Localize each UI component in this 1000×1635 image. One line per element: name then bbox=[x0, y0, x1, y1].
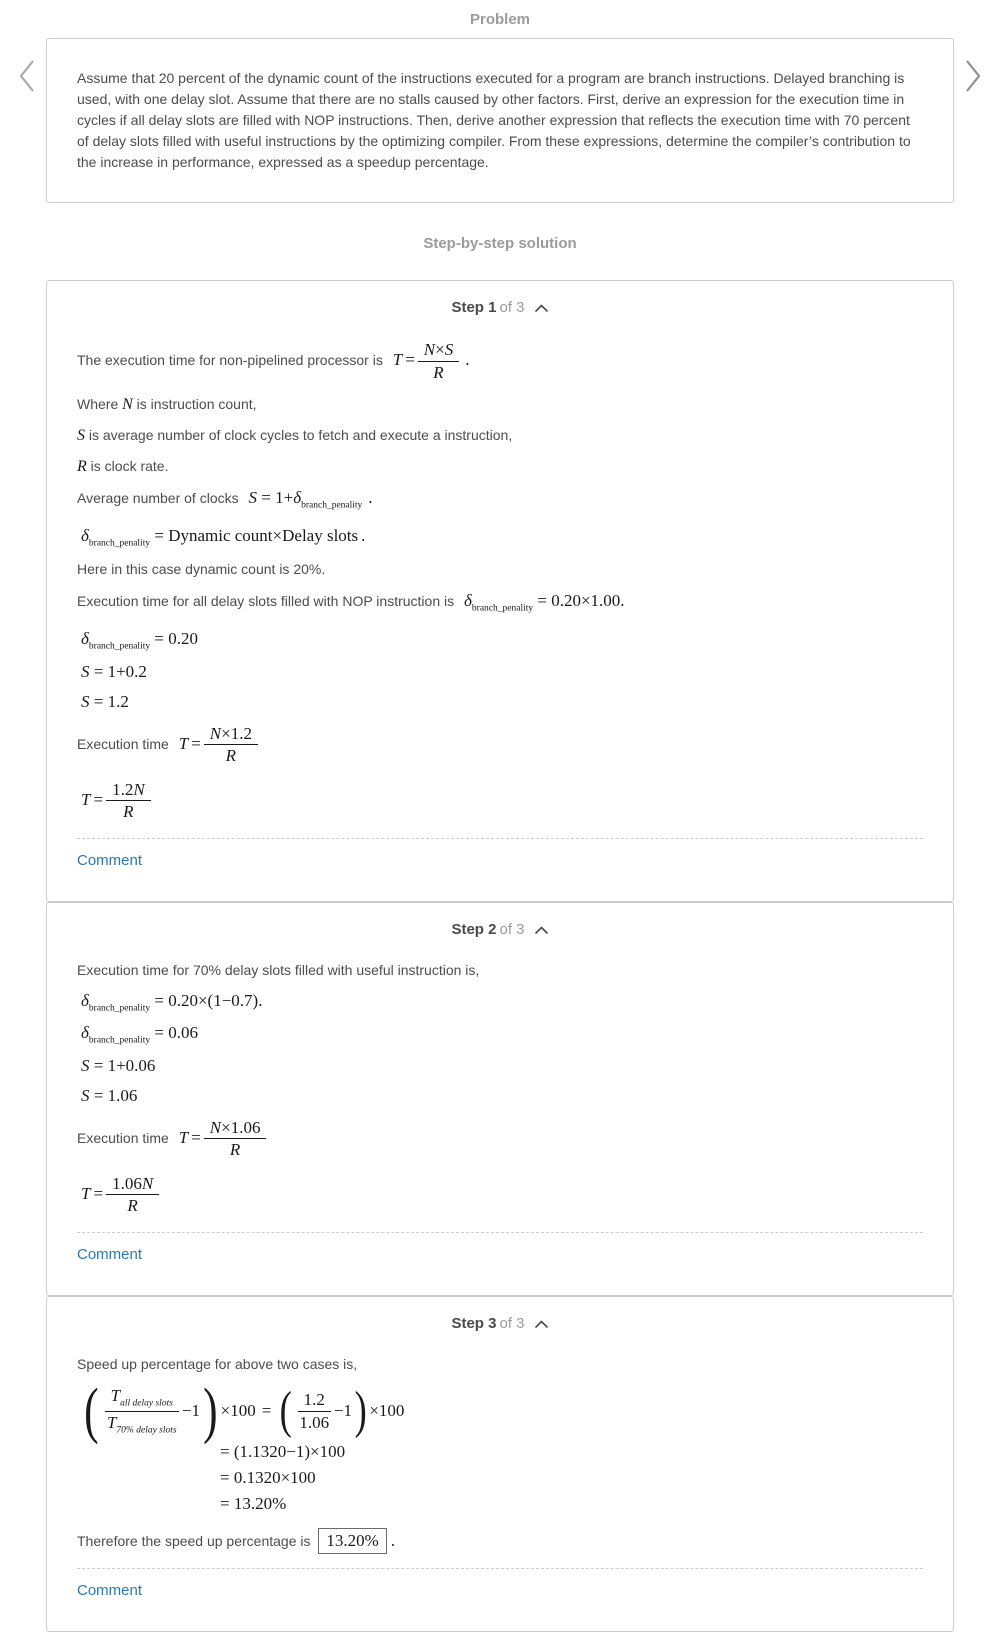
text: The execution time for non-pipelined processor is bbox=[77, 351, 383, 368]
text: is clock rate. bbox=[86, 458, 169, 475]
fraction-numerator: N×1.2 bbox=[204, 724, 258, 746]
boxed-answer: 13.20% bbox=[318, 1528, 386, 1554]
collapse-step-button[interactable] bbox=[534, 1317, 549, 1332]
text: is instruction count, bbox=[132, 396, 257, 413]
math-var: S bbox=[77, 427, 85, 445]
math-subscript: branch_penality bbox=[88, 1035, 151, 1046]
collapse-step-button[interactable] bbox=[534, 923, 549, 938]
comment-divider bbox=[77, 1568, 923, 1569]
step-3-header bbox=[47, 1297, 953, 1332]
step-3-card bbox=[46, 1296, 954, 1632]
step-of-label: of 3 bbox=[499, 299, 525, 316]
text: Speed up percentage for above two cases is, bbox=[77, 1355, 358, 1372]
equation-line: $\delta_{branch\_penality} = 0.20\times(1-0.7)$. bbox=[81, 990, 263, 1014]
fraction-denominator: $T_{70\% delay slots}$ bbox=[106, 1412, 177, 1436]
fraction-numerator: 1.2 bbox=[298, 1390, 331, 1412]
math-var: N bbox=[122, 396, 133, 414]
math-expr: = 0.20×(1−0.7). bbox=[154, 990, 263, 1010]
fraction bbox=[106, 780, 151, 822]
fraction-denominator: R bbox=[123, 802, 134, 822]
chevron-right-icon bbox=[962, 58, 984, 94]
math-dot: . bbox=[465, 349, 470, 369]
equation-line: $\delta_{branch\_penality} = 0.20$ bbox=[81, 629, 198, 652]
math-expr: = (1.1320−1)×100 bbox=[220, 1441, 346, 1461]
chevron-up-icon bbox=[534, 304, 549, 313]
problem-text: Assume that 20 percent of the dynamic count of the instructions executed for a program are branch instructions. Delayed branching is used, with one delay slot. Assume that there are no stalls caused by other factors. First, derive an expression for the execution time in cycles if all delay slots are filled with NOP instructions. Then, derive another expression that reflects the execution time with 70 percent of delay slots filled with useful instructions by the optimizing compiler. From these expressions, determine the compiler’s contribution to the increase in performance, expressed as a speedup percentage. bbox=[77, 70, 911, 170]
math-subscript: branch_penality bbox=[471, 603, 534, 614]
step-of-label: of 3 bbox=[499, 1314, 525, 1332]
text: Where bbox=[77, 396, 123, 413]
math-expr: = 1+0.06 bbox=[93, 1055, 156, 1075]
fraction bbox=[204, 1118, 267, 1160]
fraction bbox=[106, 1174, 159, 1216]
step-label: Step 1 bbox=[451, 299, 497, 316]
prev-problem-button[interactable] bbox=[16, 58, 38, 94]
equation-line: S = 1.06 bbox=[81, 1085, 138, 1105]
equation-line: S = 1+0.2 bbox=[81, 661, 147, 681]
math-op: = bbox=[261, 1401, 272, 1421]
equation-line: Execution time for all delay slots filled with NOP instruction is $\delta_{branch\_penality} = 0.20\times 1.00$. bbox=[77, 590, 625, 614]
big-paren: ) bbox=[354, 1382, 367, 1440]
text-line bbox=[77, 559, 923, 580]
math-expr: = 1+0.2 bbox=[93, 661, 147, 681]
text-line bbox=[77, 456, 923, 477]
math-expr: = 0.20 bbox=[154, 629, 198, 649]
text: Execution time bbox=[77, 1129, 169, 1146]
fraction-numerator: N×S bbox=[418, 340, 459, 362]
math-expr: = 0.1320×100 bbox=[220, 1467, 316, 1487]
step-1-content bbox=[47, 316, 953, 824]
text-line bbox=[77, 960, 923, 981]
equation-line: Average number of clocks $S = 1+\delta_{branch\_penality}$ . bbox=[77, 488, 373, 511]
equation-line: Execution time T = $\frac{N\times 1.06}{R}$ bbox=[77, 1116, 923, 1162]
big-paren: ( bbox=[84, 1376, 99, 1445]
math-subscript: 70% delay slots bbox=[116, 1425, 177, 1436]
chevron-up-icon bbox=[534, 1320, 549, 1329]
conclusion-line bbox=[77, 1528, 923, 1554]
math-expr: = 1+ bbox=[261, 488, 294, 508]
math-subscript: branch_penality bbox=[301, 500, 363, 511]
math-expr: ×100 bbox=[369, 1401, 405, 1421]
fraction bbox=[418, 340, 459, 382]
fraction-denominator: R bbox=[127, 1196, 138, 1216]
equation-line bbox=[77, 338, 923, 384]
fraction-numerator: 1.06N bbox=[106, 1174, 159, 1196]
text: Therefore the speed up percentage is bbox=[77, 1532, 311, 1549]
math-dot: . bbox=[390, 1530, 396, 1550]
fraction-numerator: 1.2N bbox=[106, 780, 151, 802]
equation-line bbox=[216, 1494, 923, 1514]
fraction-numerator: N×1.06 bbox=[204, 1118, 267, 1140]
text: Here in this case dynamic count is 20%. bbox=[77, 560, 326, 577]
fraction-numerator: $T_{all delay slots}$ bbox=[105, 1386, 179, 1411]
step-1-card bbox=[46, 280, 954, 902]
comment-divider bbox=[77, 1232, 923, 1233]
math-expr: = 1.2 bbox=[93, 691, 129, 711]
math-subscript: branch_penality bbox=[88, 641, 151, 652]
problem-card bbox=[46, 38, 954, 203]
chevron-left-icon bbox=[16, 58, 38, 94]
comment-divider bbox=[77, 838, 923, 839]
fraction-denominator: 1.06 bbox=[299, 1412, 330, 1432]
equation-line: T = $\frac{1.06N}{R}$ bbox=[77, 1172, 923, 1218]
chevron-up-icon bbox=[534, 926, 549, 935]
big-paren: ( bbox=[279, 1382, 293, 1440]
fraction-denominator: R bbox=[225, 746, 237, 766]
math-var: R bbox=[77, 458, 87, 476]
equation-line: T = $\frac{1.2N}{R}$ bbox=[77, 778, 923, 824]
step-2-header bbox=[47, 903, 953, 938]
fraction bbox=[298, 1390, 331, 1432]
math-expr: = 13.20% bbox=[220, 1493, 287, 1513]
problem-title: Problem bbox=[469, 11, 530, 28]
step-2-card bbox=[46, 902, 954, 1296]
collapse-step-button[interactable] bbox=[534, 301, 549, 316]
equation-line: S = 1+0.06 bbox=[81, 1055, 156, 1075]
text-line bbox=[77, 425, 923, 446]
comment-link[interactable]: Comment bbox=[77, 1245, 143, 1263]
fraction-denominator: R bbox=[433, 362, 444, 382]
text: Average number of clocks bbox=[77, 490, 239, 507]
equation-line: S = 1.2 bbox=[81, 691, 129, 711]
math-op: = bbox=[405, 349, 415, 369]
next-problem-button[interactable] bbox=[962, 58, 984, 94]
math-expr: −1 bbox=[181, 1401, 200, 1421]
equation-line: $\delta_{branch\_penality} = 0.06$ bbox=[81, 1023, 198, 1046]
math-expr: −1 bbox=[333, 1401, 353, 1421]
step-3-content bbox=[47, 1332, 953, 1554]
text: is average number of clock cycles to fetch and execute a instruction, bbox=[85, 427, 513, 444]
math-expr: = 0.20×1.00. bbox=[537, 590, 625, 610]
step-1-header bbox=[47, 281, 953, 316]
equation-line: $\delta_{branch\_penality}$ = Dynamic count×Delay slots . bbox=[81, 526, 366, 549]
math-subscript: branch_penality bbox=[88, 538, 151, 549]
solution-title: Step-by-step solution bbox=[423, 235, 577, 252]
big-paren: ) bbox=[203, 1376, 218, 1445]
text: Execution time bbox=[77, 735, 169, 752]
math-expr: = 1.06 bbox=[93, 1085, 138, 1105]
math-expr: = 0.06 bbox=[154, 1023, 198, 1043]
fraction bbox=[105, 1386, 179, 1436]
speedup-equation bbox=[77, 1376, 405, 1445]
text: Execution time for 70% delay slots filled with useful instruction is, bbox=[77, 961, 480, 978]
equation-line bbox=[216, 1442, 923, 1462]
math-expr: = Dynamic count×Delay slots bbox=[154, 526, 359, 546]
math-var: T bbox=[392, 349, 403, 369]
equation-line bbox=[216, 1468, 923, 1488]
math-subscript: branch_penality bbox=[88, 1003, 151, 1014]
equation-line: Execution time T = $\frac{N\times 1.2}{R}$ bbox=[77, 722, 923, 768]
step-of-label: of 3 bbox=[499, 920, 525, 938]
step-label: Step 2 bbox=[451, 920, 497, 938]
fraction bbox=[204, 724, 258, 766]
math-expr: ×100 bbox=[220, 1401, 256, 1421]
comment-link[interactable]: Comment bbox=[77, 1581, 143, 1599]
fraction-denominator: R bbox=[229, 1140, 241, 1160]
text-line bbox=[77, 394, 923, 415]
text-line bbox=[77, 1354, 923, 1375]
step-2-content bbox=[47, 938, 953, 1218]
comment-link[interactable]: Comment bbox=[77, 851, 143, 869]
math-subscript: all delay slots bbox=[120, 1398, 173, 1409]
text: Execution time for all delay slots filled with NOP instruction is bbox=[77, 592, 455, 609]
step-label: Step 3 bbox=[451, 1314, 497, 1332]
